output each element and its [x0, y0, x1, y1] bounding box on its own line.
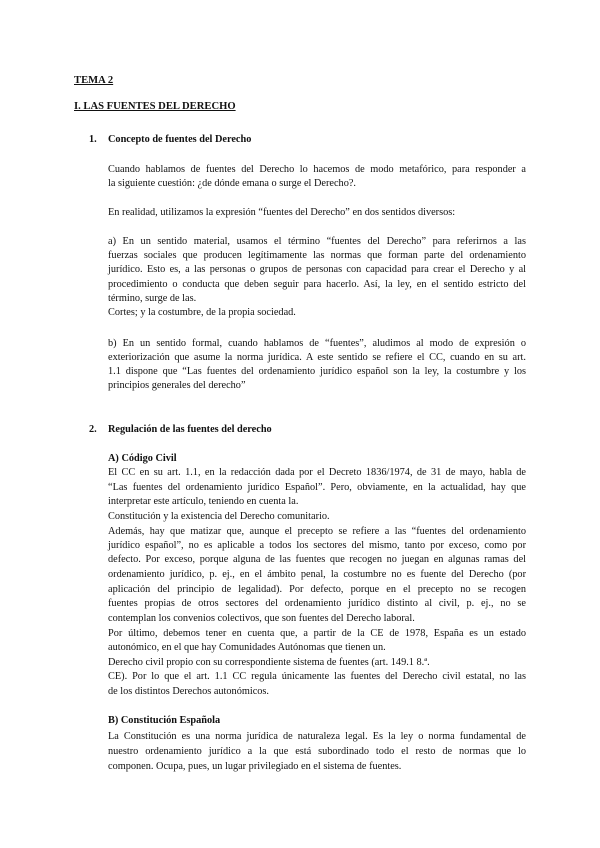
paragraph-line: componen. Ocupa, pues, un lugar privilegiado en el sistema de fuentes. [108, 761, 402, 772]
paragraph-line: término, surge de las. [108, 293, 197, 304]
part-title: I. LAS FUENTES DEL DERECHO [74, 101, 236, 112]
paragraph-line: Además, hay que matizar que, aunque el precepto se refiere a las “fuentes del ordenamiento [108, 526, 526, 537]
section-2-number: 2. [89, 424, 97, 435]
paragraph-line: aplicación del principio de legalidad). Por defecto, porque en el precepto no se recogen [108, 584, 526, 595]
paragraph-line: exteriorización que asume la norma jurídica. A este sentido se refiere el CC, cuando en su art. [108, 352, 526, 363]
paragraph-line: autonómico, en el que hay Comunidades Autónomas que tienen un. [108, 642, 386, 653]
paragraph-line: jurídico. Esto es, a las personas o grupos de personas con capacidad para crear el Derecho y al [108, 264, 526, 275]
paragraph-line: 1.1 dispone que “Las fuentes del ordenamiento jurídico español son la ley, la costumbre y los [108, 366, 526, 377]
tema-heading: TEMA 2 [74, 75, 114, 86]
paragraph-line: El CC en su art. 1.1, en la redacción dada por el Decreto 1836/1974, de 31 de mayo, habla de [108, 467, 526, 478]
section-1-title: Concepto de fuentes del Derecho [108, 134, 252, 145]
paragraph-line: Constitución y la existencia del Derecho comunitario. [108, 511, 330, 522]
paragraph-line: Por último, debemos tener en cuenta que, a partir de la CE de 1978, España es un estado [108, 628, 526, 639]
paragraph-line: fuentes propias de otros sectores del ordenamiento jurídico distinto al civil, p. ej., no se [108, 598, 526, 609]
paragraph-line: nuestro ordenamiento jurídico a la que está subordinado todo el resto de normas que lo [108, 746, 526, 757]
paragraph-line: de los distintos Derechos autonómicos. [108, 686, 270, 697]
paragraph-line: Cuando hablamos de fuentes del Derecho lo hacemos de modo metafórico, para responder a [108, 164, 526, 175]
paragraph-line: a) En un sentido material, usamos el término “fuentes del Derecho” para referirnos a las [108, 236, 526, 247]
paragraph-line: la siguiente cuestión: ¿de dónde emana o surge el Derecho?. [108, 178, 356, 189]
paragraph-line: jurídico español”, no es aplicable a todos los sectores del mismo, tanto por exceso, como por [108, 540, 526, 551]
paragraph-line: interpretar este artículo, teniendo en cuenta la. [108, 496, 299, 507]
paragraph-line: procedimiento o conducta que deben seguir para hacerlo. Así, la ley, en el sentido estricto del [108, 279, 526, 290]
paragraph-line: Cortes; y la costumbre, de la propia sociedad. [108, 307, 296, 318]
subsection-a-title: A) Código Civil [108, 453, 177, 464]
paragraph-line: fuerzas sociales que producen legítimamente las normas que forman parte del ordenamiento [108, 250, 526, 261]
paragraph-line: “Las fuentes del ordenamiento jurídico Español”. Pero, obviamente, en la actualidad, hay que [108, 482, 526, 493]
paragraph-line: Derecho civil propio con su correspondiente sistema de fuentes (art. 149.1 8.ª. [108, 657, 430, 668]
paragraph-line: b) En un sentido formal, cuando hablamos de “fuentes”, aludimos al modo de expresión o [108, 338, 526, 349]
paragraph-line: defecto. Por exceso, porque alguna de las fuentes que recogen no juegan en algunas ramas del [108, 554, 526, 565]
paragraph-line: CE). Por lo que el art. 1.1 CC regula únicamente las fuentes del Derecho civil estatal, no las [108, 671, 526, 682]
paragraph-line: principios generales del derecho” [108, 380, 246, 391]
paragraph-line: contemplan los convenios colectivos, que son fuentes del Derecho laboral. [108, 613, 415, 624]
paragraph-line: ordenamiento jurídico, p. ej., en el ámbito penal, la costumbre no es fuente del Derecho (por [108, 569, 526, 580]
section-1-number: 1. [89, 134, 97, 145]
subsection-b-title: B) Constitución Española [108, 715, 221, 726]
paragraph-line: En realidad, utilizamos la expresión “fuentes del Derecho” en dos sentidos diversos: [108, 207, 456, 218]
paragraph-line: La Constitución es una norma jurídica de naturaleza legal. Es la ley o norma fundamental de [108, 731, 526, 742]
section-2-title: Regulación de las fuentes del derecho [108, 424, 272, 435]
